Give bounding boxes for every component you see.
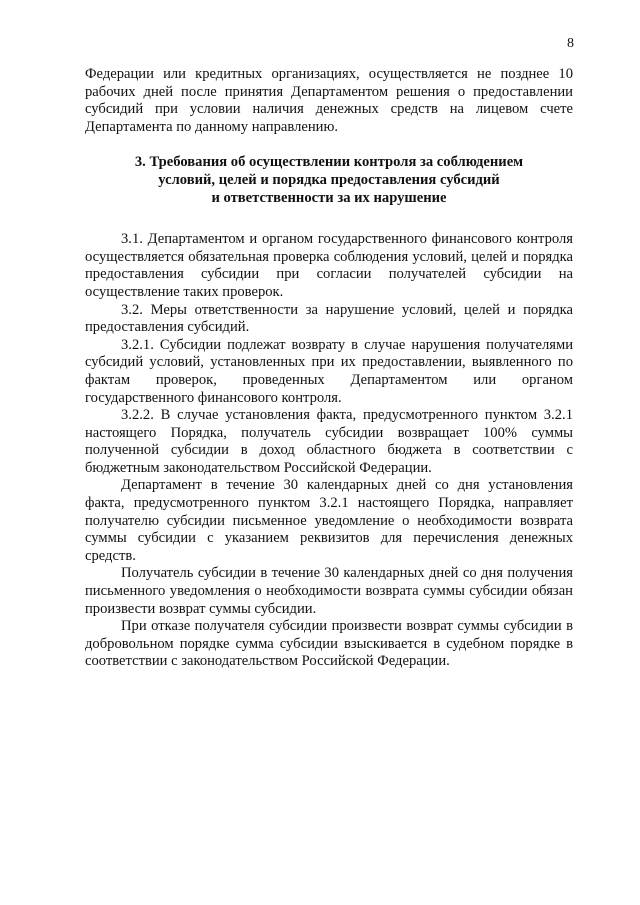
paragraph-3-2-2: 3.2.2. В случае установления факта, предусмотренного пунктом 3.2.1 настоящего Порядка, получатель субсидии возвращает 100% суммы полученной субсидии в доход областного бюджета в соответствии с бюджетным законодательством Российской Федерации. [85,407,573,476]
paragraph-judicial-recovery: При отказе получателя субсидии произвести возврат суммы субсидии в добровольном порядке сумма субсидии взыскивается в судебном порядке в соответствии с законодательством Российской Федерации. [85,618,573,670]
page-number: 8 [567,36,574,51]
paragraph-3-2: 3.2. Меры ответственности за нарушение условий, целей и порядка предоставления субсидий. [85,301,573,336]
paragraph-3-1: 3.1. Департаментом и органом государственного финансового контроля осуществляется обязательная проверка соблюдения условий, целей и порядка предоставления субсидии при согласии получателей субсидии на осуществление таких проверок. [85,231,573,300]
paragraph-3-2-1: 3.2.1. Субсидии подлежат возврату в случае нарушения получателями субсидий условий, установленных при их предоставлении, выявленного по фактам проверок, проведенных Департаментом или органом государственного финансового контроля. [85,336,573,406]
section-heading-line-3: и ответственности за их нарушение [211,189,447,206]
paragraph-recipient-obligation: Получатель субсидии в течение 30 календарных дней со дня получения письменного уведомления о необходимости возврата суммы субсидии обязан произвести возврат суммы субсидии. [85,565,573,617]
paragraph-department-notice: Департамент в течение 30 календарных дней со дня установления факта, предусмотренного пунктом 3.2.1 настоящего Порядка, направляет получателю субсидии письменное уведомление о необходимости возврата суммы субсидии с указанием реквизитов для перечисления денежных средств. [85,477,573,564]
section-heading-line-1: 3. Требования об осуществлении контроля за соблюдением [134,154,524,171]
page-content [85,66,573,671]
section-heading [85,154,573,207]
intro-paragraph: Федерации или кредитных организациях, осуществляется не позднее 10 рабочих дней после принятия Департаментом решения о предоставлении субсидий при условии наличия денежных средств на лицевом счете Департамента по данному направлению. [85,66,573,135]
section-heading-line-2: условий, целей и порядка предоставления субсидий [158,171,500,188]
